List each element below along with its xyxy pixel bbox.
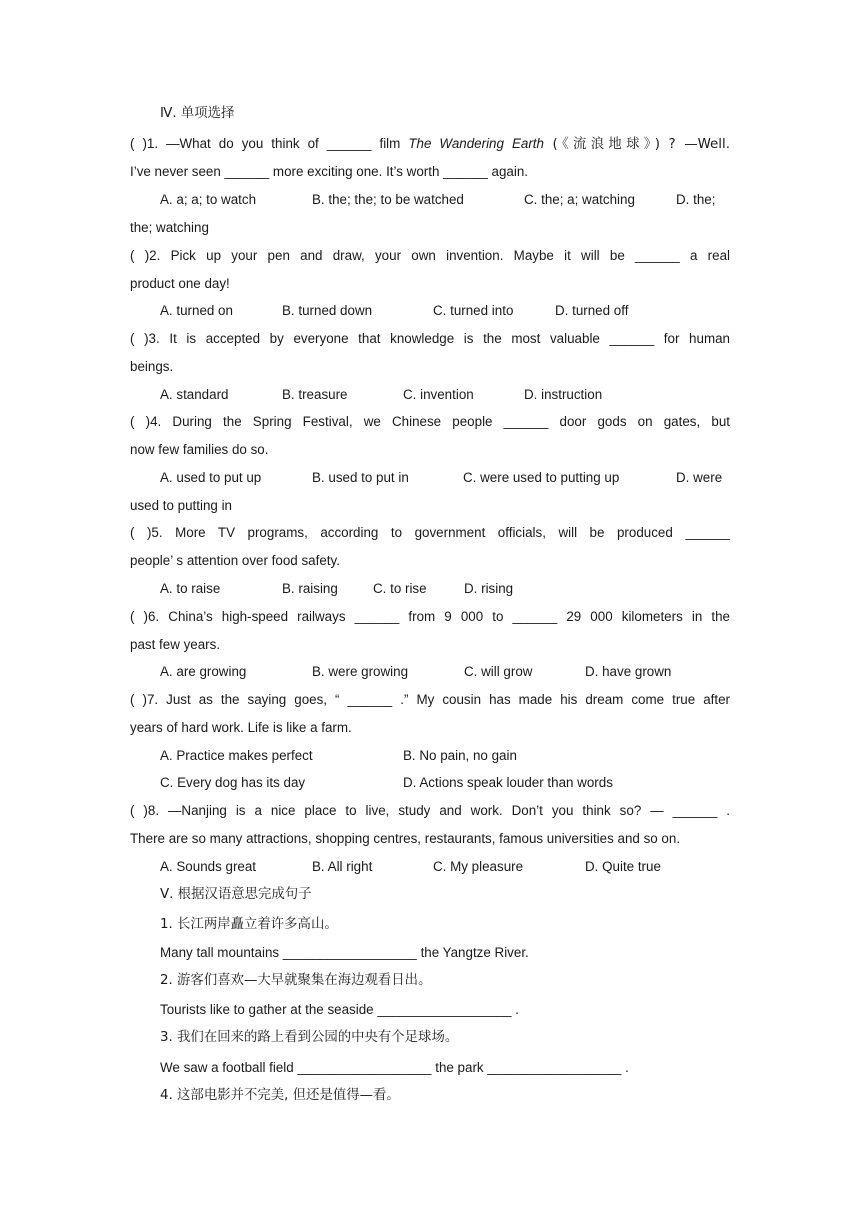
question-3-line-1: ( )3. It is accepted by everyone that knowledge is the most valuable ______ for human <box>130 331 730 346</box>
q4-option-d: D. were <box>676 470 723 485</box>
q6-option-c: C. will grow <box>464 664 533 679</box>
q6-option-a: A. are growing <box>160 664 247 679</box>
q6-option-b: B. were growing <box>312 664 409 679</box>
q7-option-c: C. Every dog has its day <box>160 775 306 790</box>
q2-option-d: D. turned off <box>555 303 629 318</box>
q7-option-b: B. No pain, no gain <box>403 748 517 763</box>
sentence-1-english: Many tall mountains __________________ the Yangtze River. <box>160 945 529 960</box>
question-5-line-1: ( )5. More TV programs, according to government officials, will be produced ______ <box>130 525 730 540</box>
question-6-line-2: past few years. <box>130 637 221 652</box>
q5-option-d: D. rising <box>464 581 514 596</box>
q7-option-d: D. Actions speak louder than words <box>403 775 613 790</box>
q3-option-a: A. standard <box>160 387 229 402</box>
question-3-line-2: beings. <box>130 359 174 374</box>
q3-option-b: B. treasure <box>282 387 348 402</box>
question-1-line-1: ( )1. —What do you think of ______ film The Wandering Earth (《流浪地球》) ? —Well. <box>130 136 730 152</box>
sentence-3-chinese: 3. 我们在回来的路上看到公园的中央有个足球场。 <box>160 1030 459 1045</box>
question-8-line-1: ( )8. —Nanjing is a nice place to live, study and work. Don’t you think so? — ______ . <box>130 803 730 818</box>
q2-option-b: B. turned down <box>282 303 373 318</box>
q7-option-a: A. Practice makes perfect <box>160 748 313 763</box>
section-4-title: Ⅳ. 单项选择 <box>160 106 235 121</box>
sentence-2-chinese: 2. 游客们喜欢—大早就聚集在海边观看日出。 <box>160 973 432 988</box>
q8-option-b: B. All right <box>312 859 373 874</box>
question-4-line-1: ( )4. During the Spring Festival, we Chinese people ______ door gods on gates, but <box>130 414 730 429</box>
q5-option-b: B. raising <box>282 581 338 596</box>
q2-option-c: C. turned into <box>433 303 514 318</box>
q6-option-d: D. have grown <box>585 664 672 679</box>
question-4-line-2: now few families do so. <box>130 442 269 457</box>
q1-option-b: B. the; the; to be watched <box>312 192 464 207</box>
q4-option-b: B. used to put in <box>312 470 409 485</box>
q8-option-d: D. Quite true <box>585 859 661 874</box>
question-8-line-2: There are so many attractions, shopping centres, restaurants, famous universities and so on. <box>130 831 681 846</box>
q8-option-a: A. Sounds great <box>160 859 257 874</box>
q1-option-a: A. a; a; to watch <box>160 192 257 207</box>
q4-option-d-continued: used to putting in <box>130 498 232 513</box>
question-6-line-1: ( )6. China’s high-speed railways ______ from 9 000 to ______ 29 000 kilometers in the <box>130 609 730 624</box>
q2-option-a: A. turned on <box>160 303 233 318</box>
question-7-line-2: years of hard work. Life is like a farm. <box>130 720 352 735</box>
q3-option-d: D. instruction <box>524 387 603 402</box>
sentence-4-chinese: 4. 这部电影并不完美, 但还是值得—看。 <box>160 1088 400 1103</box>
section-5-title: Ⅴ. 根据汉语意思完成句子 <box>160 887 312 902</box>
sentence-1-chinese: 1. 长江两岸矗立着许多高山。 <box>160 917 338 932</box>
q3-option-c: C. invention <box>403 387 474 402</box>
q1-option-c: C. the; a; watching <box>524 192 635 207</box>
question-1-line-2: I’ve never seen ______ more exciting one. It’s worth ______ again. <box>130 164 529 179</box>
question-5-line-2: people’ s attention over food safety. <box>130 553 340 568</box>
q4-option-c: C. were used to putting up <box>463 470 620 485</box>
q8-option-c: C. My pleasure <box>433 859 524 874</box>
q5-option-a: A. to raise <box>160 581 221 596</box>
sentence-3-english: We saw a football field __________________ the park __________________ . <box>160 1060 629 1075</box>
q1-option-d-continued: the; watching <box>130 220 209 235</box>
q1-option-d: D. the; <box>676 192 716 207</box>
question-7-line-1: ( )7. Just as the saying goes, “ ______ .” My cousin has made his dream come true after <box>130 692 730 707</box>
q4-option-a: A. used to put up <box>160 470 262 485</box>
question-2-line-2: product one day! <box>130 276 230 291</box>
question-2-line-1: ( )2. Pick up your pen and draw, your own invention. Maybe it will be ______ a real <box>130 248 730 263</box>
q5-option-c: C. to rise <box>373 581 427 596</box>
sentence-2-english: Tourists like to gather at the seaside __________________ . <box>160 1002 519 1017</box>
